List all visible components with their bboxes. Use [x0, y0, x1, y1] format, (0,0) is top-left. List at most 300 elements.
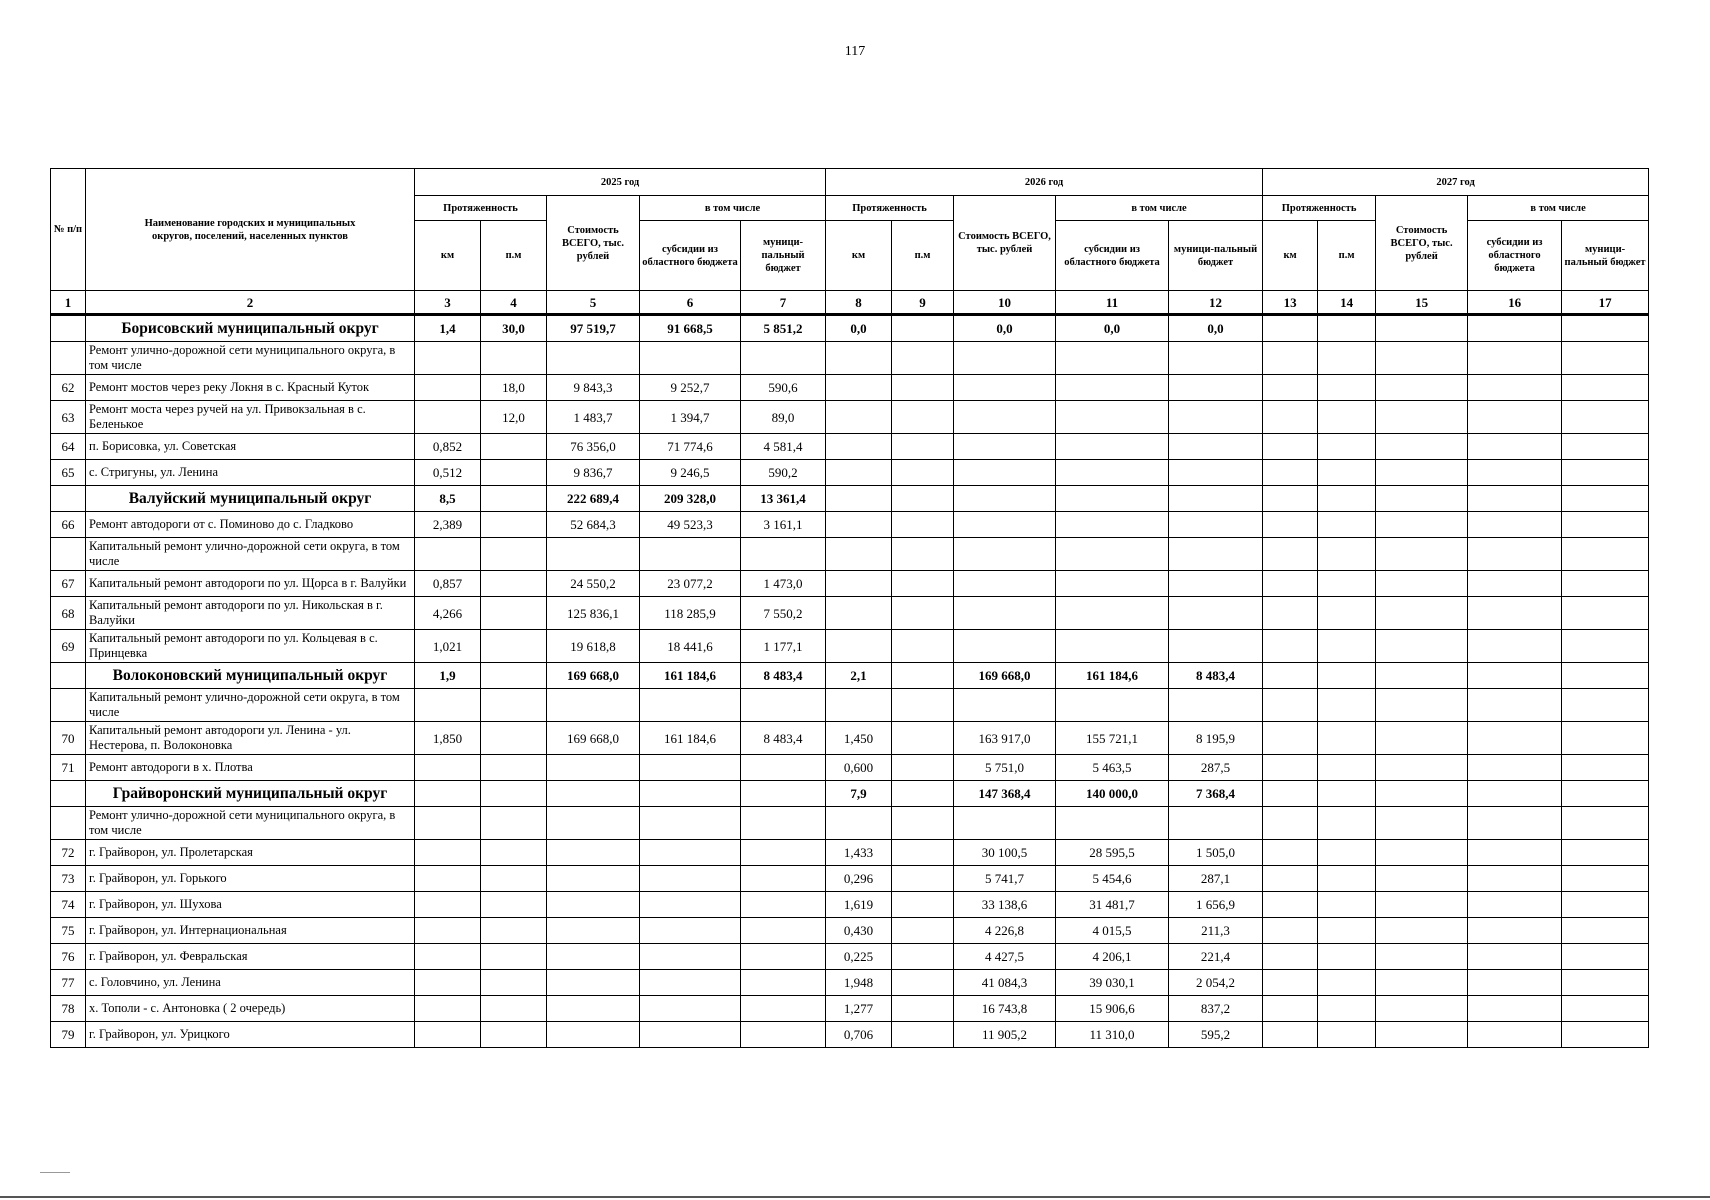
year-2025-header: 2025 год — [415, 169, 826, 196]
value-cell — [1376, 315, 1468, 342]
value-cell: 31 481,7 — [1056, 892, 1169, 918]
value-cell — [1318, 663, 1376, 689]
value-cell: 0,852 — [415, 434, 481, 460]
value-cell — [415, 342, 481, 375]
value-cell: 161 184,6 — [640, 663, 741, 689]
row-number — [51, 807, 86, 840]
value-cell: 222 689,4 — [547, 486, 640, 512]
value-cell — [481, 434, 547, 460]
value-cell — [892, 375, 954, 401]
value-cell — [547, 944, 640, 970]
value-cell: 169 668,0 — [954, 663, 1056, 689]
value-cell: 49 523,3 — [640, 512, 741, 538]
value-cell — [741, 755, 826, 781]
value-cell — [892, 460, 954, 486]
value-cell — [640, 866, 741, 892]
value-cell — [954, 630, 1056, 663]
value-cell — [1263, 538, 1318, 571]
item-name: г. Грайворон, ул. Пролетарская — [86, 840, 415, 866]
value-cell: 4 206,1 — [1056, 944, 1169, 970]
table-row — [51, 970, 1649, 996]
value-cell: 89,0 — [741, 401, 826, 434]
value-cell — [1318, 970, 1376, 996]
value-cell — [826, 486, 892, 512]
column-number: 9 — [892, 291, 954, 315]
value-cell — [1562, 689, 1649, 722]
pm-header: п.м — [1318, 221, 1376, 291]
value-cell — [1468, 781, 1562, 807]
value-cell: 147 368,4 — [954, 781, 1056, 807]
value-cell — [1376, 944, 1468, 970]
row-number: 79 — [51, 1022, 86, 1048]
item-name: Ремонт мостов через реку Локня в с. Красный Куток — [86, 375, 415, 401]
value-cell — [1263, 866, 1318, 892]
value-cell — [1376, 722, 1468, 755]
row-number: 76 — [51, 944, 86, 970]
column-numbers-row — [51, 291, 1649, 315]
value-cell — [892, 342, 954, 375]
table-row — [51, 892, 1649, 918]
table-row — [51, 807, 1649, 840]
value-cell: 1,4 — [415, 315, 481, 342]
value-cell: 30 100,5 — [954, 840, 1056, 866]
value-cell — [547, 342, 640, 375]
value-cell: 71 774,6 — [640, 434, 741, 460]
value-cell: 0,600 — [826, 755, 892, 781]
value-cell — [1376, 375, 1468, 401]
value-cell — [826, 434, 892, 460]
district-name: Волоконовский муниципальный округ — [86, 663, 415, 689]
value-cell: 2 054,2 — [1169, 970, 1263, 996]
value-cell — [1169, 538, 1263, 571]
value-cell — [1318, 315, 1376, 342]
value-cell: 18 441,6 — [640, 630, 741, 663]
value-cell: 3 161,1 — [741, 512, 826, 538]
value-cell — [1376, 538, 1468, 571]
value-cell: 9 246,5 — [640, 460, 741, 486]
value-cell — [1468, 918, 1562, 944]
value-cell — [954, 689, 1056, 722]
value-cell — [640, 342, 741, 375]
value-cell — [892, 630, 954, 663]
value-cell — [1376, 689, 1468, 722]
value-cell — [1468, 944, 1562, 970]
value-cell: 8 195,9 — [1169, 722, 1263, 755]
value-cell — [481, 755, 547, 781]
value-cell — [481, 722, 547, 755]
value-cell: 211,3 — [1169, 918, 1263, 944]
value-cell — [1318, 866, 1376, 892]
value-cell — [481, 918, 547, 944]
value-cell — [415, 538, 481, 571]
value-cell — [481, 807, 547, 840]
value-cell: 4 581,4 — [741, 434, 826, 460]
item-name: г. Грайворон, ул. Горького — [86, 866, 415, 892]
value-cell — [954, 401, 1056, 434]
value-cell — [1562, 538, 1649, 571]
value-cell — [826, 512, 892, 538]
value-cell — [1318, 1022, 1376, 1048]
page-number: 117 — [844, 44, 866, 59]
value-cell — [826, 401, 892, 434]
pm-header: п.м — [481, 221, 547, 291]
value-cell — [1318, 918, 1376, 944]
value-cell — [1056, 434, 1169, 460]
value-cell — [1562, 918, 1649, 944]
value-cell — [415, 781, 481, 807]
district-total-row — [51, 486, 1649, 512]
value-cell — [1468, 375, 1562, 401]
value-cell — [1263, 944, 1318, 970]
value-cell — [1468, 486, 1562, 512]
value-cell — [954, 807, 1056, 840]
row-number — [51, 342, 86, 375]
value-cell — [481, 689, 547, 722]
value-cell — [892, 970, 954, 996]
item-name: г. Грайворон, ул. Интернациональная — [86, 918, 415, 944]
value-cell — [1318, 401, 1376, 434]
item-name: с. Стригуны, ул. Ленина — [86, 460, 415, 486]
value-cell — [1376, 970, 1468, 996]
value-cell: 1 394,7 — [640, 401, 741, 434]
column-number: 15 — [1376, 291, 1468, 315]
value-cell — [892, 807, 954, 840]
item-name: Капитальный ремонт автодороги по ул. Кольцевая в с. Принцевка — [86, 630, 415, 663]
value-cell — [1318, 434, 1376, 460]
value-cell — [892, 781, 954, 807]
value-cell: 5 851,2 — [741, 315, 826, 342]
value-cell — [741, 807, 826, 840]
value-cell — [415, 892, 481, 918]
value-cell — [741, 996, 826, 1022]
value-cell — [1263, 807, 1318, 840]
including-header-2026: в том числе — [1056, 196, 1263, 221]
value-cell: 41 084,3 — [954, 970, 1056, 996]
value-cell — [1318, 781, 1376, 807]
row-number — [51, 315, 86, 342]
district-total-row — [51, 315, 1649, 342]
value-cell — [892, 401, 954, 434]
km-header: км — [415, 221, 481, 291]
value-cell: 837,2 — [1169, 996, 1263, 1022]
value-cell — [1056, 401, 1169, 434]
column-number: 16 — [1468, 291, 1562, 315]
value-cell: 30,0 — [481, 315, 547, 342]
value-cell — [1468, 630, 1562, 663]
row-number — [51, 781, 86, 807]
value-cell — [1318, 597, 1376, 630]
value-cell: 18,0 — [481, 375, 547, 401]
value-cell — [640, 807, 741, 840]
value-cell — [741, 781, 826, 807]
row-number — [51, 486, 86, 512]
value-cell — [1562, 866, 1649, 892]
value-cell — [741, 944, 826, 970]
value-cell — [826, 689, 892, 722]
value-cell — [481, 970, 547, 996]
table-row — [51, 840, 1649, 866]
value-cell — [1562, 597, 1649, 630]
value-cell — [1376, 512, 1468, 538]
value-cell — [481, 866, 547, 892]
value-cell — [1318, 689, 1376, 722]
column-number: 4 — [481, 291, 547, 315]
cost-header-2027: Стоимость ВСЕГО, тыс. рублей — [1376, 196, 1468, 291]
value-cell — [547, 996, 640, 1022]
value-cell — [1562, 755, 1649, 781]
value-cell — [1562, 460, 1649, 486]
value-cell — [1468, 460, 1562, 486]
value-cell — [1376, 597, 1468, 630]
value-cell — [1468, 866, 1562, 892]
value-cell — [1376, 755, 1468, 781]
value-cell — [826, 460, 892, 486]
value-cell — [1263, 663, 1318, 689]
value-cell — [1169, 342, 1263, 375]
column-number: 13 — [1263, 291, 1318, 315]
row-number: 78 — [51, 996, 86, 1022]
value-cell: 221,4 — [1169, 944, 1263, 970]
value-cell — [1056, 460, 1169, 486]
value-cell: 163 917,0 — [954, 722, 1056, 755]
value-cell — [547, 755, 640, 781]
table-row — [51, 996, 1649, 1022]
value-cell: 28 595,5 — [1056, 840, 1169, 866]
value-cell — [1562, 486, 1649, 512]
value-cell — [1318, 486, 1376, 512]
value-cell: 13 361,4 — [741, 486, 826, 512]
value-cell: 169 668,0 — [547, 722, 640, 755]
row-number: 71 — [51, 755, 86, 781]
value-cell — [1468, 755, 1562, 781]
value-cell: 595,2 — [1169, 1022, 1263, 1048]
value-cell — [1468, 970, 1562, 996]
value-cell — [892, 512, 954, 538]
municipal-header: муници-пальный бюджет — [741, 221, 826, 291]
value-cell — [1056, 597, 1169, 630]
value-cell — [892, 315, 954, 342]
item-name: г. Грайворон, ул. Урицкого — [86, 1022, 415, 1048]
value-cell: 1,9 — [415, 663, 481, 689]
value-cell — [1056, 571, 1169, 597]
value-cell: 5 463,5 — [1056, 755, 1169, 781]
length-header-2027: Протяженность — [1263, 196, 1376, 221]
column-number: 5 — [547, 291, 640, 315]
district-name: Борисовский муниципальный округ — [86, 315, 415, 342]
value-cell — [892, 571, 954, 597]
value-cell — [741, 918, 826, 944]
value-cell — [1468, 892, 1562, 918]
value-cell — [1318, 375, 1376, 401]
value-cell — [640, 689, 741, 722]
value-cell: 11 905,2 — [954, 1022, 1056, 1048]
table-row — [51, 401, 1649, 434]
value-cell: 52 684,3 — [547, 512, 640, 538]
value-cell — [547, 866, 640, 892]
value-cell — [640, 538, 741, 571]
value-cell — [1169, 807, 1263, 840]
value-cell: 8 483,4 — [741, 722, 826, 755]
value-cell — [1056, 375, 1169, 401]
value-cell — [1562, 434, 1649, 460]
value-cell — [1263, 315, 1318, 342]
value-cell: 1,021 — [415, 630, 481, 663]
value-cell — [481, 781, 547, 807]
value-cell — [1263, 970, 1318, 996]
value-cell: 1 177,1 — [741, 630, 826, 663]
value-cell — [1056, 807, 1169, 840]
column-number: 12 — [1169, 291, 1263, 315]
value-cell — [1263, 571, 1318, 597]
value-cell — [1318, 571, 1376, 597]
value-cell: 1,619 — [826, 892, 892, 918]
value-cell: 287,5 — [1169, 755, 1263, 781]
column-number: 14 — [1318, 291, 1376, 315]
row-number: 68 — [51, 597, 86, 630]
value-cell — [481, 663, 547, 689]
value-cell: 169 668,0 — [547, 663, 640, 689]
value-cell — [547, 1022, 640, 1048]
value-cell — [415, 866, 481, 892]
value-cell — [1376, 892, 1468, 918]
value-cell — [640, 996, 741, 1022]
table-row — [51, 722, 1649, 755]
value-cell — [892, 486, 954, 512]
value-cell — [1169, 689, 1263, 722]
value-cell — [1468, 342, 1562, 375]
column-number: 3 — [415, 291, 481, 315]
row-number — [51, 663, 86, 689]
bottom-rule — [0, 1196, 1710, 1198]
value-cell: 8,5 — [415, 486, 481, 512]
value-cell — [640, 755, 741, 781]
value-cell — [1376, 342, 1468, 375]
value-cell — [640, 892, 741, 918]
value-cell — [741, 866, 826, 892]
table-row — [51, 597, 1649, 630]
value-cell — [640, 781, 741, 807]
value-cell — [892, 755, 954, 781]
value-cell — [892, 840, 954, 866]
value-cell: 161 184,6 — [1056, 663, 1169, 689]
table-row — [51, 944, 1649, 970]
row-number: 64 — [51, 434, 86, 460]
value-cell — [481, 840, 547, 866]
value-cell — [1056, 538, 1169, 571]
value-cell — [1376, 807, 1468, 840]
table-row — [51, 460, 1649, 486]
value-cell: 19 618,8 — [547, 630, 640, 663]
column-number: 11 — [1056, 291, 1169, 315]
value-cell — [1468, 512, 1562, 538]
value-cell: 5 454,6 — [1056, 866, 1169, 892]
pm-header: п.м — [892, 221, 954, 291]
value-cell — [415, 944, 481, 970]
km-header: км — [1263, 221, 1318, 291]
table-row — [51, 512, 1649, 538]
item-name: г. Грайворон, ул. Шухова — [86, 892, 415, 918]
value-cell: 125 836,1 — [547, 597, 640, 630]
year-2027-header: 2027 год — [1263, 169, 1649, 196]
value-cell: 9 252,7 — [640, 375, 741, 401]
length-header-2025: Протяженность — [415, 196, 547, 221]
value-cell — [481, 597, 547, 630]
value-cell — [1056, 342, 1169, 375]
value-cell — [1263, 722, 1318, 755]
value-cell — [1562, 401, 1649, 434]
value-cell: 12,0 — [481, 401, 547, 434]
value-cell — [640, 918, 741, 944]
value-cell: 1 656,9 — [1169, 892, 1263, 918]
value-cell: 0,0 — [826, 315, 892, 342]
value-cell: 161 184,6 — [640, 722, 741, 755]
value-cell — [1169, 630, 1263, 663]
value-cell — [1263, 1022, 1318, 1048]
value-cell — [1562, 892, 1649, 918]
value-cell — [1263, 486, 1318, 512]
value-cell — [1056, 512, 1169, 538]
row-number — [51, 538, 86, 571]
table-row — [51, 1022, 1649, 1048]
value-cell — [1376, 434, 1468, 460]
value-cell — [1318, 892, 1376, 918]
value-cell — [954, 460, 1056, 486]
value-cell — [1169, 512, 1263, 538]
value-cell — [954, 434, 1056, 460]
row-number: 72 — [51, 840, 86, 866]
value-cell — [741, 970, 826, 996]
value-cell — [892, 944, 954, 970]
item-name: Капитальный ремонт автодороги по ул. Щорса в г. Валуйки — [86, 571, 415, 597]
value-cell — [1318, 630, 1376, 663]
value-cell — [1562, 722, 1649, 755]
value-cell — [481, 538, 547, 571]
row-number: 69 — [51, 630, 86, 663]
value-cell — [547, 538, 640, 571]
value-cell — [1562, 840, 1649, 866]
value-cell — [547, 840, 640, 866]
value-cell — [1562, 512, 1649, 538]
district-name: Валуйский муниципальный округ — [86, 486, 415, 512]
value-cell — [1318, 512, 1376, 538]
value-cell — [415, 755, 481, 781]
cost-header-2025: Стоимость ВСЕГО, тыс. рублей — [547, 196, 640, 291]
value-cell — [1169, 486, 1263, 512]
value-cell — [640, 840, 741, 866]
district-total-row — [51, 663, 1649, 689]
length-header-2026: Протяженность — [826, 196, 954, 221]
value-cell — [547, 918, 640, 944]
item-name: Ремонт моста через ручей на ул. Привокзальная в с. Беленькое — [86, 401, 415, 434]
value-cell: 91 668,5 — [640, 315, 741, 342]
value-cell — [415, 918, 481, 944]
value-cell: 0,512 — [415, 460, 481, 486]
column-number: 1 — [51, 291, 86, 315]
value-cell — [547, 781, 640, 807]
row-number: 62 — [51, 375, 86, 401]
value-cell — [1318, 944, 1376, 970]
item-name: х. Тополи - с. Антоновка ( 2 очередь) — [86, 996, 415, 1022]
value-cell: 15 906,6 — [1056, 996, 1169, 1022]
value-cell — [1562, 1022, 1649, 1048]
value-cell — [1376, 460, 1468, 486]
value-cell — [954, 597, 1056, 630]
value-cell — [1318, 755, 1376, 781]
item-name: п. Борисовка, ул. Советская — [86, 434, 415, 460]
column-number: 17 — [1562, 291, 1649, 315]
value-cell — [1263, 375, 1318, 401]
value-cell — [1468, 571, 1562, 597]
